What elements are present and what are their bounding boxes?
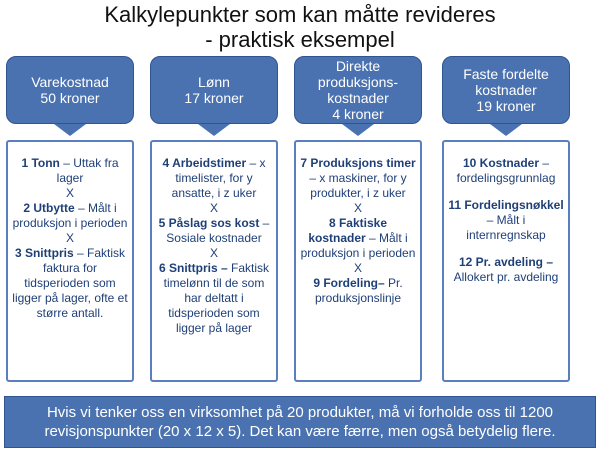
multiply-sign: X	[353, 201, 362, 215]
title-line-1: Kalkylepunkter som kan måtte revideres	[104, 2, 496, 27]
category-header-line: Direkte	[335, 58, 381, 74]
calculation-point-label: 9 Fordeling–	[313, 276, 385, 290]
title-line-2: - praktisk eksempel	[205, 27, 395, 52]
down-arrow-icon	[490, 124, 522, 136]
calculation-point-text: Faktisk timelønn til de som har deltatt i tidsperioden som ligger på lager	[163, 261, 270, 335]
calculation-point-text: – x maskiner, for y produkter, i z uker	[309, 171, 407, 200]
summary-footer: Hvis vi tenker oss en virksomhet på 20 produkter, må vi forholde oss til 1200 revisjonspunkter (20 x 12 x 5). Det kan være færre, men også betydelig flere.	[4, 396, 596, 448]
detail-box-3	[294, 140, 422, 382]
calculation-point-text: – Målt i produksjon i perioden	[12, 201, 128, 230]
calculation-point-text: – x timelister, for y ansatte, i z uker	[171, 156, 266, 200]
calculation-point-text: – fordelingsgrunnlag	[456, 156, 556, 185]
category-header-line: kostnader	[475, 82, 537, 98]
calculation-point	[156, 156, 272, 201]
calculation-point-text: – Sosiale kostnader	[166, 216, 270, 245]
calculation-point-label: 5 Påslag sos kost	[158, 216, 260, 230]
calculation-point	[448, 255, 564, 285]
category-header-line: Varekostnad	[31, 74, 109, 90]
category-header-line: kostnader	[327, 90, 389, 106]
spacer	[448, 186, 564, 198]
category-header-2	[150, 56, 278, 124]
down-arrow-icon	[198, 124, 230, 136]
category-header-4	[442, 56, 570, 124]
calculation-point-label: 3 Snittpris	[14, 246, 74, 260]
calculation-point	[300, 156, 416, 201]
calculation-point-label: 8 Faktiske kostnader	[308, 216, 388, 245]
detail-box-2	[150, 140, 278, 382]
calculation-point	[300, 276, 416, 306]
category-header-line: produksjons-	[317, 74, 399, 90]
calculation-point-label: 7 Produksjons timer	[300, 156, 416, 170]
calculation-point-text: – Målt i internregnskap	[466, 213, 546, 242]
calculation-point-label: 1 Tonn	[21, 156, 60, 170]
detail-box-1	[6, 140, 134, 382]
category-header-line: 19 kroner	[476, 98, 536, 114]
calculation-point-text: – Uttak fra lager	[56, 156, 119, 185]
calculation-point-label: 11 Fordelingsnøkkel	[448, 198, 564, 212]
calculation-point	[12, 156, 128, 186]
multiply-sign: X	[65, 231, 74, 245]
category-header-1	[6, 56, 134, 124]
detail-box-4	[442, 140, 570, 382]
calculation-point	[156, 216, 272, 246]
calculation-point	[156, 261, 272, 336]
calculation-point-text: – Målt i produksjon i perioden	[300, 231, 416, 260]
category-header-3	[294, 56, 422, 124]
multiply-sign: X	[209, 201, 218, 215]
calculation-point	[12, 246, 128, 321]
diagram-title	[0, 2, 600, 52]
down-arrow-icon	[342, 124, 374, 136]
calculation-point-label: 10 Kostnader	[462, 156, 539, 170]
calculation-point-label: 6 Snittpris –	[158, 261, 228, 275]
multiply-sign: X	[209, 246, 218, 260]
multiply-sign: X	[353, 261, 362, 275]
category-header-line: 4 kroner	[332, 106, 384, 122]
category-header-line: Lønn	[198, 74, 230, 90]
down-arrow-icon	[54, 124, 86, 136]
spacer	[448, 243, 564, 255]
category-header-line: 50 kroner	[40, 90, 100, 106]
calculation-point	[448, 156, 564, 186]
multiply-sign: X	[65, 186, 74, 200]
calculation-point-label: 2 Utbytte	[23, 201, 75, 215]
calculation-point	[448, 198, 564, 243]
calculation-point-text: – Faktisk faktura for tidsperioden som ligger på lager, ofte et større antall.	[12, 246, 128, 320]
category-header-line: Faste fordelte	[463, 66, 549, 82]
calculation-point-label: 12 Pr. avdeling –	[458, 255, 554, 269]
calculation-point	[300, 216, 416, 261]
category-header-line: 17 kroner	[184, 90, 244, 106]
calculation-point-text: Pr. produksjonslinje	[314, 276, 403, 305]
calculation-point-label: 4 Arbeidstimer	[162, 156, 247, 170]
calculation-point	[12, 201, 128, 231]
calculation-point-text: Allokert pr. avdeling	[453, 270, 559, 284]
